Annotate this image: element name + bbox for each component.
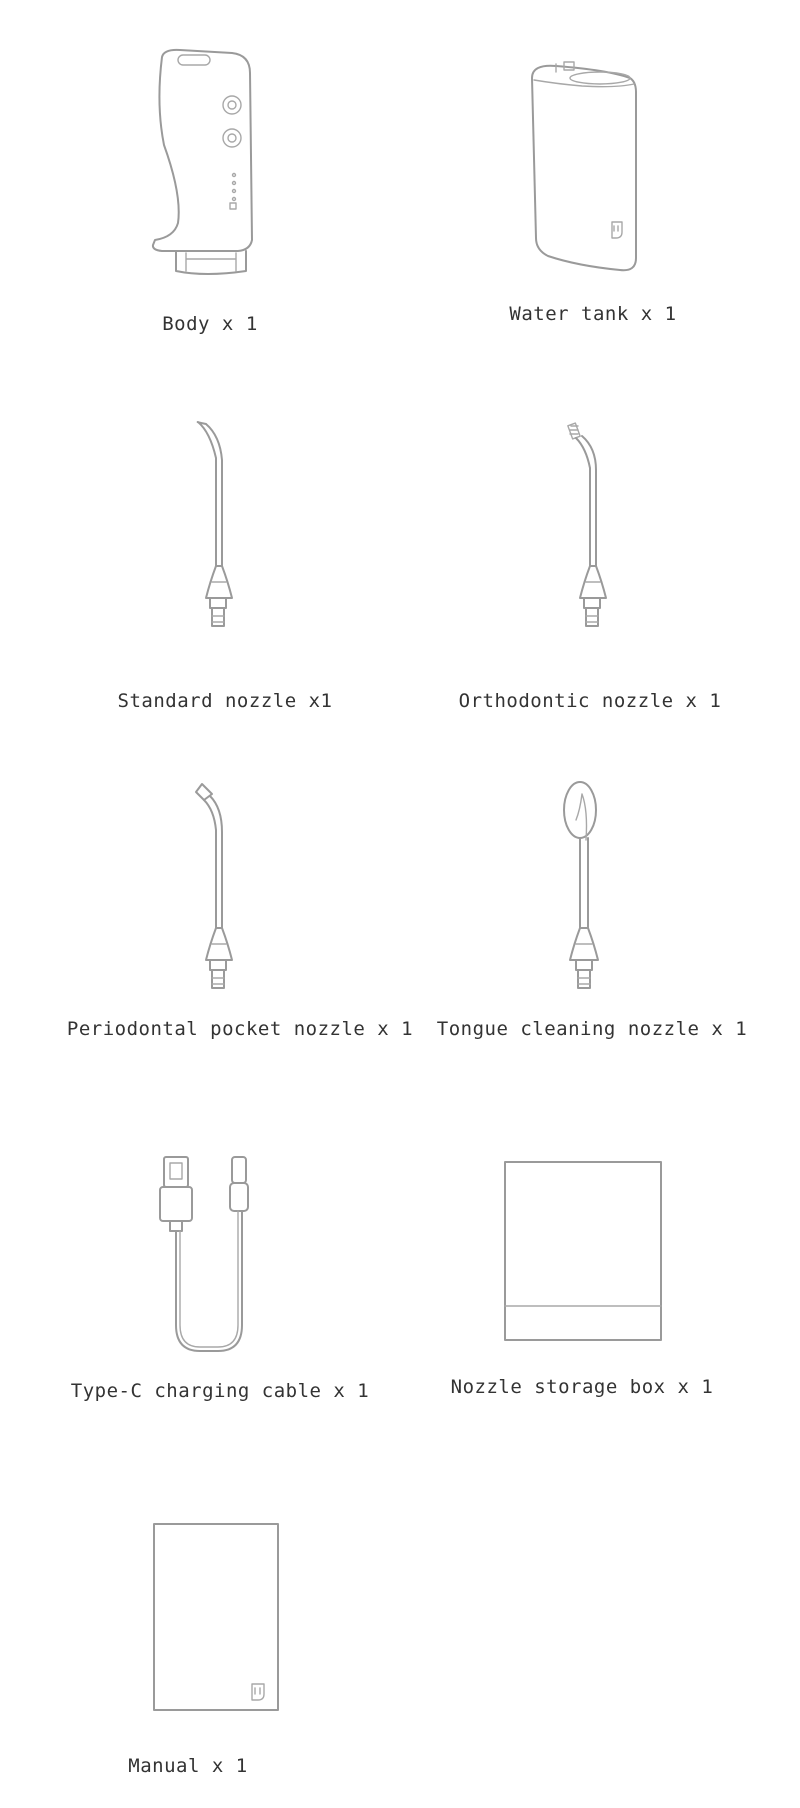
item-label: Nozzle storage box x 1: [450, 1376, 714, 1398]
tongue-cleaning-nozzle-icon: [560, 780, 610, 1000]
orthodontic-nozzle-icon: [570, 418, 610, 638]
water-tank-icon: [528, 58, 640, 278]
manual-booklet-icon: [152, 1522, 280, 1712]
item-label: Periodontal pocket nozzle x 1: [66, 1018, 414, 1040]
item-label: Standard nozzle x1: [117, 690, 333, 712]
item-label: Type-C charging cable x 1: [70, 1380, 370, 1402]
item-label: Body x 1: [162, 313, 258, 335]
water-flosser-body-icon: [150, 45, 260, 275]
item-label: Manual x 1: [128, 1755, 248, 1777]
standard-nozzle-icon: [196, 418, 236, 638]
item-label: Orthodontic nozzle x 1: [458, 690, 722, 712]
item-label: Tongue cleaning nozzle x 1: [436, 1018, 748, 1040]
usb-c-cable-icon: [158, 1155, 258, 1355]
storage-box-icon: [503, 1160, 663, 1342]
periodontal-nozzle-icon: [196, 780, 236, 1000]
item-label: Water tank x 1: [509, 303, 677, 325]
